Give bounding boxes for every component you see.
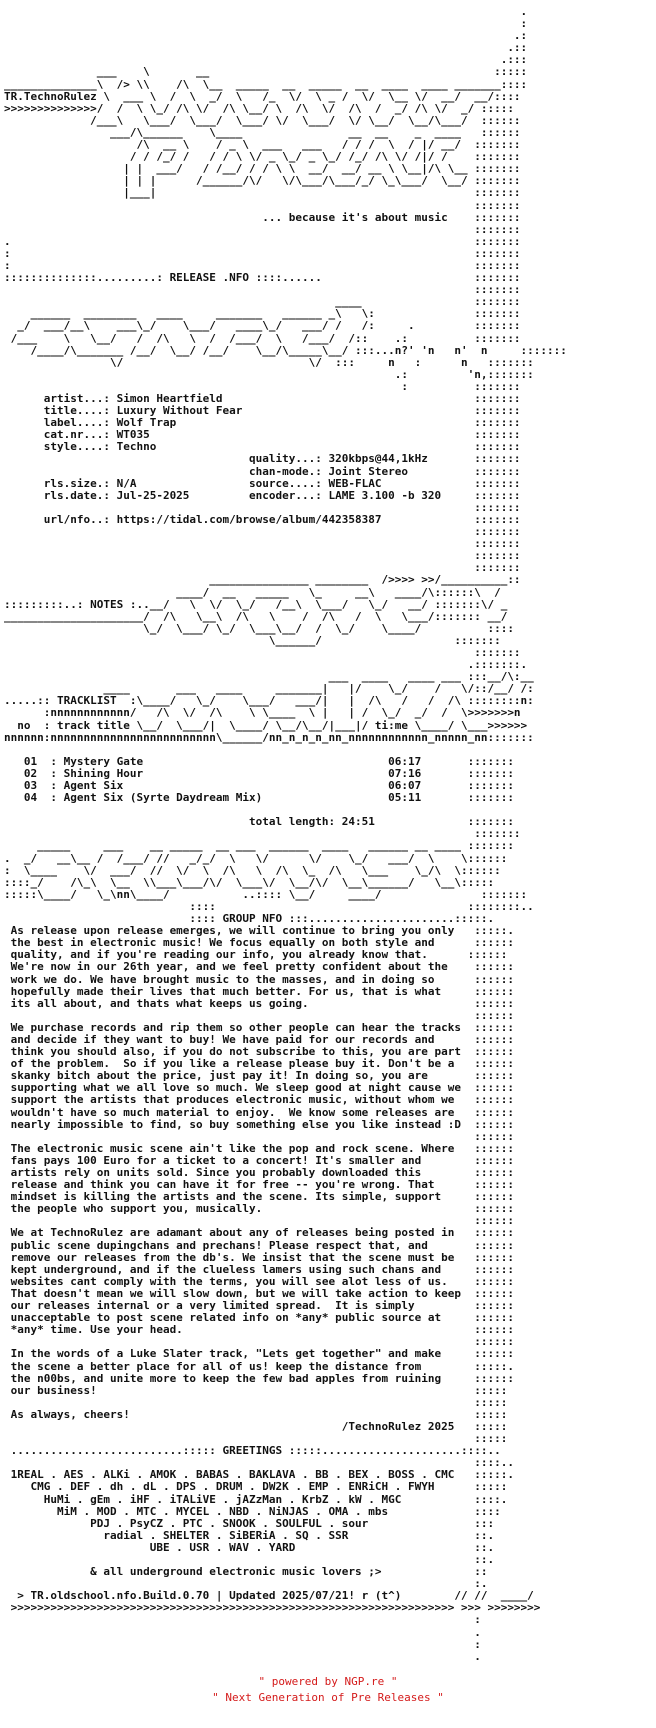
release-info-block: artist...: Simon Heartfield ::::::: title....: Luxury Without Fear ::::::: label....: Wolf Trap ::::::: cat.nr...: WT035 ::::::: style....: Techno ::::::: quality...: 320kbps@44,1kHz ::::::: chan-mode.: Joint Stereo ::::::: rls.size.: N/A source....: WEB-FLAC ::::::: rls.date.: Jul-25-2025 encoder...: LAME 3.100 -b 320 ::::::: ::::::: url/nfo..: https://tidal.com/browse/album/442358387 ::::::: ::::::: ::::::: <box>43 392 521 551</box>
footer-powered-by: " powered by NGP.re " <box>258 1675 398 1688</box>
greetings-list: 1REAL . AES . ALKi . AMOK . BABAS . BAKLAVA . BB . BEX . BOSS . CMC :::::. CMG . DEF . dh . dL . DPS . DRUM . DW2K . EMP . ENRiCH . FWYH ::::: HuMi . gEm . iHF . iTALiVE . jAZzMan . KrbZ . kW . MGC ::::. MiM . MOD . MTC . MYCEL . NBD . NiNJAS . OMA . mbs :::: PDJ . PsyCZ . PTC . SNOOK . SOULFUL . sour ::: radial . SHELTER . SiBERiA . SQ . SSR ::. UBE . USR . WAV . YARD ::. ::. & all underground electronic music lovers ;> :: :. <box>10 1468 514 1591</box>
build-info-line: > TR.oldschool.nfo.Build.0.70 | Updated 2025/07/21! r (t^) // // ____/ >>>>>>>>>>>>>>>>>>>>>>>>>>>>>>>>>>>>>>>>>>>>>>>>>>>>>>>>>>>>>>>>>>> >>> >>>>>>>> : . : . <box>10 1589 541 1663</box>
footer-tagline: " Next Generation of Pre Releases " <box>212 1691 444 1704</box>
track-list: 01 : Mystery Gate 06:17 ::::::: 02 : Shining Hour 07:16 ::::::: 03 : Agent Six 06:07 ::::::: 04 : Agent Six (Syrte Daydream Mix) 05:11 ::::::: <box>23 754 514 805</box>
header-logo-art: . : .: .:: .::: ___ \ __ ::::: ______________\ /> \\ /\ \__ _____ __ _____ __ ____ ____ _______:::: TR.TechnoRulez \ ___ \ / \ _/ \ /_ \/ \ _ / \/ \__ \/ __/ __/:::: >>>>>>>>>>>>>>/ / \ \_/ /\ \/ /\ \__/ \ /\ \/ /\ / _/ /\ \/ _/ ::::: /___\ \___/ \___/ \___/ \/ \___/ \/ \__/ \__/\___/ :::::: ___/\______ \____ __ __ _ ____ :::::: /\ __ \ / _ \ ___ ___ / / / \ / |/ __/ ::::::: / / /_/ / / / \ \/ _ \_/ _ \_/ /_/ /\ \/ /|/ / ::::::: | | ___/ / /__/ / / \ \ __/ __/ __ \ \__|/\ \__ ::::::: | | | /______/\/ \/\___/\___/_/ \_\___/ \__/ ::::::: |___| ::::::: ::::::: ... because it's about music ::::::: ::::::: . ::::::: : ::::::: : ::::::: ::::::::::::::.........: RELEASE .NFO ::::...... ::::::: ::::::: ____ ::::::: ______ ________ ____ _______ ______ _\ \: ::::::: _/ ___/__\ ___\_/ \___/ ____\_/ ___/ / /: . ::::::: /___ \ \__/ / /\ \ / /___/ \ /___/ /:: .: ::::::: /____/\_______ /__/ \__/ /__/ \__/\_____\__/ :::...n?' 'n n' n ::::::: \/ \/ ::: n : n ::::::: .: 'n,::::::: : ::::::: <box>4 6 567 393</box>
group-nfo-text: As release upon release emerges, we will continue to bring you only :::::. the best in electronic music! We focus equally on both style and :::::: quality, and if you're reading our info, you already know that. :::::: We're now in our 26th year, and we feel pretty confident about the :::::: work we do. We have brought music to the masses, and in doing so :::::: hopefully made their lives that much better. For us, that is what :::::: its all about, and thats what keeps us going. :::::: :::::: We purchase records and rip them so other people can hear the tracks :::::: and decide if they want to buy! We have paid for our records and :::::: think you should also, if you do not subscribe to this, you are part :::::: of the problem. So if you like a release please buy it. Don't be a :::::: skanky bitch about the price, just pay it! In doing so, you are :::::: supporting what we all love so much. We sleep good at night cause we :::::: support the artists that produces electronic music, without whom we :::::: wouldn't have so much material to enjoy. We know some releases are :::::: nearly impossible to find, so buy something else you like instead :D :::::: :::::: The electronic music scene ain't like the pop and rock scene. Where :::::: fans pays 100 Euro for a ticket to a concert! It's smaller and :::::: artists rely on units sold. Since you probably downloaded this :::::: release and think you can have it for free -- you're wrong. That :::::: mindset is killing the artists and the scene. Its simple, support :::::: the people who support you, musically. :::::: :::::: We at TechnoRulez are adamant about any of releases being posted in :::::: public scene dupingchans and prechans! Please respect that, and :::::: remove our releases from the db's. We insist that the scene must be :::::: kept underground, and if the clueless lamers using such chans and :::::: websites cant comply with the terms, you will see alot less of us. :::::: That doesn't mean we will slow down, but we will take action to keep :::::: our releases internal or a very limited spread. It is simply :::::: unacceptable to post scene related info on *any* public source at :::::: *any* time. Use your head. :::::: :::::: In the words of a Luke Slater track, "Lets get together" and make :::::: the scene a better place for all of us! keep the distance from :::::. the n00bs, and unite more to keep the few bad apples from ruining :::::: our business! ::::: ::::: As always, cheers! ::::: /TechnoRulez 2025 ::::: ::::: <box>10 924 514 1446</box>
tracklist-header-art: ::::::: .:::::::. ___ ____ ____ ___ :::__/\:__ ____ ___ ____ _______| |/ \_/ / \/::/__/ /: .....:: TRACKLIST :\____/ \_/ \___/ ___/| | /\ / / /\ ::::::::n: :nnnnnnnnnnnn/ /\ \/ /\ \ \____ \ | | / \_/ _/ / \>>>>>>>n no : track title \__/ \___/| \____/ \__/\__/|___|/ ti:me \____/ \___>>>>>> nnnnnn:nnnnnnnnnnnnnnnnnnnnnnnnn\______/nn_n_n_n_nn_nnnnnnnnnnnn_nnnnn_nn::::::: <box>4 645 534 744</box>
notes-header-art: ::::::: ::::::: _______________ ________ />>>> >>/__________:: ____/ __ _____ \_ __\ ____/\::::::\ / :::::::::..: NOTES :..__/ \ \/ \_/ /__\ \___/ \_/ __/ :::::::\/ _ _____________________/ /\ \__\ /\ \ / /\ / \ \___/::::::: __/ \_/ \___/ \_/ \___\__/ / \_/ \____/ :::: \______/ ::::::: <box>4 549 521 647</box>
total-length: total length: 24:51 ::::::: <box>4 815 514 829</box>
nfo-document <box>4 6 656 1663</box>
group-nfo-header-art: ::::::: _____ ___ __ _____ __ ___ ______ ____ ______ __ ____ ::::::: . _/ __\__ / /___/ // _/_/ \ \/ \/ \_/ ___/ \ \:::::: : \____ \/ ___/ // \/ \ /\ \ /\ \_ /\ \___ \_/\ \:::::: ::::_/ /\_\ \__ \\___\___/\/ \___\/ \__/\/ \__\______/ \__\::::: :::::\____/ \_\nn\____/ ..:::: \__/ ____/ ::::::: :::: ::::::::.. :::: GROUP NFO :::......................:::::. <box>4 827 534 926</box>
greetings-title: ..........................::::: GREETINGS :::::.....................::::.. ::::.. <box>10 1444 514 1470</box>
